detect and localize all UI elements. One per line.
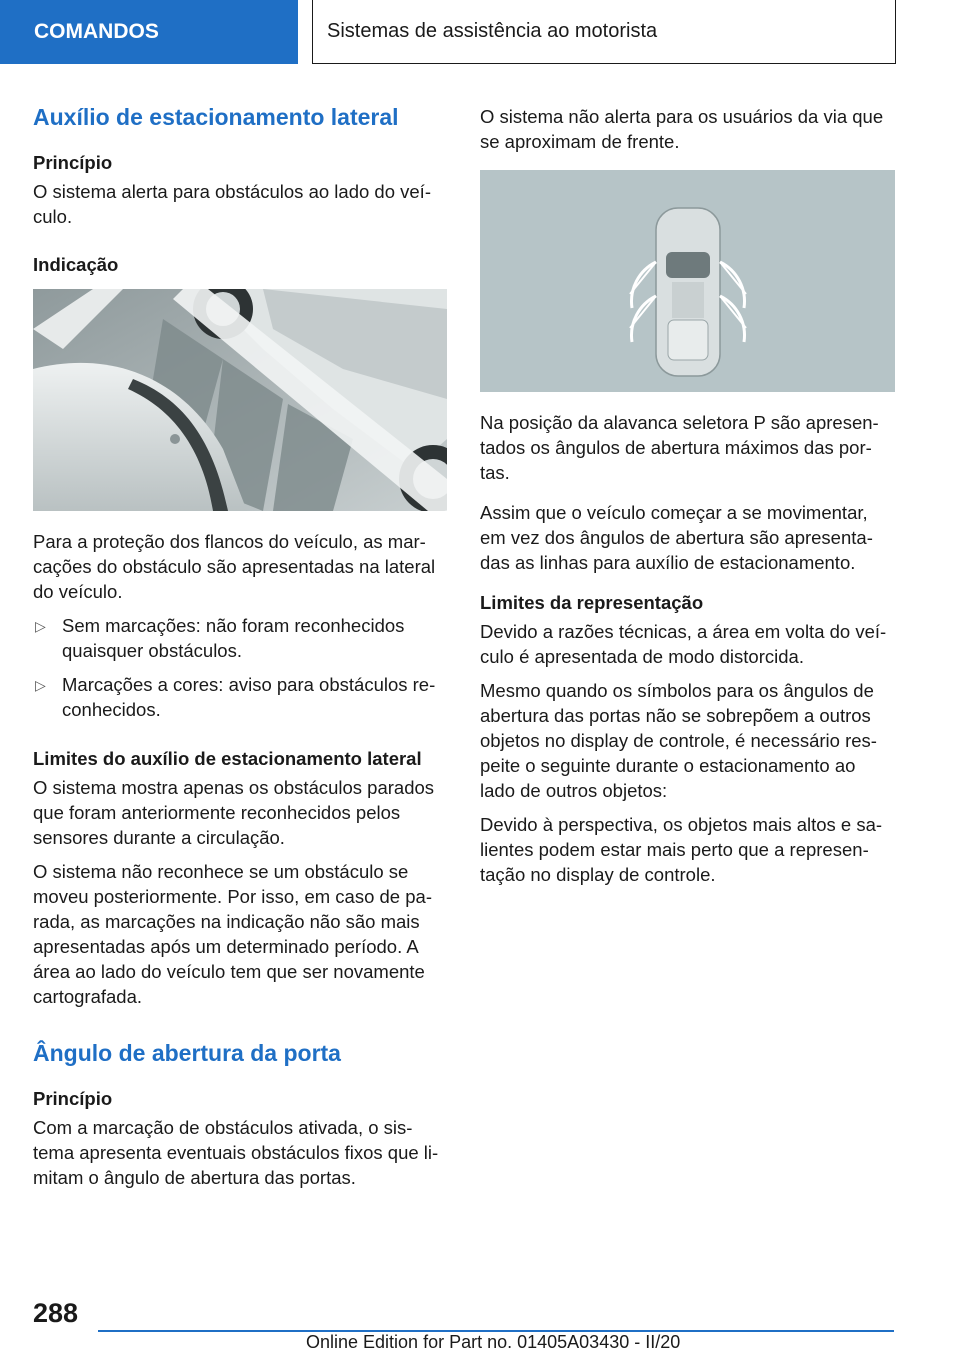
left-column	[33, 96, 447, 1199]
triangle-bullet-icon: ▷	[35, 677, 46, 693]
limits-paragraph-1: O sistema mostra apenas os obstáculos parados que foram anteriormente reconhecidos pelos sensores durante a circulação.	[33, 777, 435, 848]
bullet-text: Marcações a cores: aviso para obstáculos reconhecidos.	[62, 674, 436, 720]
indication-heading: Indicação	[33, 254, 119, 275]
bullet-text: Sem marcações: não foram reconhecidos quaisquer obstáculos.	[62, 615, 405, 661]
header-section-tab	[0, 0, 298, 64]
limits-paragraph-2: O sistema não reconhece se um obstáculo se moveu posteriormente. Por isso, em caso de parada, as marcações na indicação não são mais apresentadas após um determinado período. A área ao lado do veículo tem que ser novamente cartografada.	[33, 861, 432, 1007]
representation-limits-p2: Mesmo quando os símbolos para os ângulos de abertura das portas não se sobrepõem a outros objetos no display de controle, é necessário respeite o seguinte durante o estacionamento ao lado de outros objetos:	[480, 680, 877, 801]
door-angle-illustration	[480, 170, 895, 392]
door-principle-text: Com a marcação de obstáculos ativada, o sistema apresenta eventuais obstáculos fixos que limitam o ângulo de abertura das portas.	[33, 1117, 439, 1188]
marking-bullet-list	[33, 613, 447, 722]
representation-limits-p3: Devido à perspectiva, os objetos mais altos e salientes podem estar mais perto que a representação no display de controle.	[480, 814, 883, 885]
header-section-label: COMANDOS	[34, 20, 159, 43]
bullet-item	[33, 613, 447, 663]
indication-text: Para a proteção dos flancos do veículo, as marcações do obstáculo são apresentadas na lateral do veículo.	[33, 531, 436, 602]
principle-heading: Princípio	[33, 152, 113, 173]
principle-text: O sistema alerta para obstáculos ao lado do veículo.	[33, 181, 431, 227]
page-number: 288	[33, 1298, 79, 1328]
header-chapter-tab	[312, 0, 896, 64]
right-column	[480, 96, 895, 896]
right-paragraph-3: Assim que o veículo começar a se movimentar, em vez dos ângulos de abertura são apresentadas as linhas para auxílio de estacionamento.	[480, 502, 873, 573]
representation-limits-heading: Limites da representação	[480, 592, 704, 613]
footer-edition-text: Online Edition for Part no. 01405A03430 - II/20	[306, 1332, 681, 1352]
door-principle-heading: Princípio	[33, 1088, 113, 1109]
section-title-lateral-parking: Auxílio de estacionamento lateral	[33, 104, 399, 130]
right-paragraph-2: Na posição da alavanca seletora P são apresentados os ângulos de abertura máximos das portas.	[480, 412, 879, 483]
header-chapter-label: Sistemas de assistência ao motorista	[327, 20, 658, 42]
right-paragraph-1: O sistema não alerta para os usuários da via que se aproximam de frente.	[480, 106, 884, 152]
lateral-parking-illustration	[33, 289, 447, 511]
triangle-bullet-icon: ▷	[35, 618, 46, 634]
bullet-item	[33, 672, 447, 722]
representation-limits-p1: Devido a razões técnicas, a área em volta do veículo é apresentada de modo distorcida.	[480, 621, 887, 667]
limits-heading: Limites do auxílio de estacionamento lateral	[33, 748, 422, 769]
section-title-door-angle: Ângulo de abertura da porta	[33, 1040, 341, 1066]
